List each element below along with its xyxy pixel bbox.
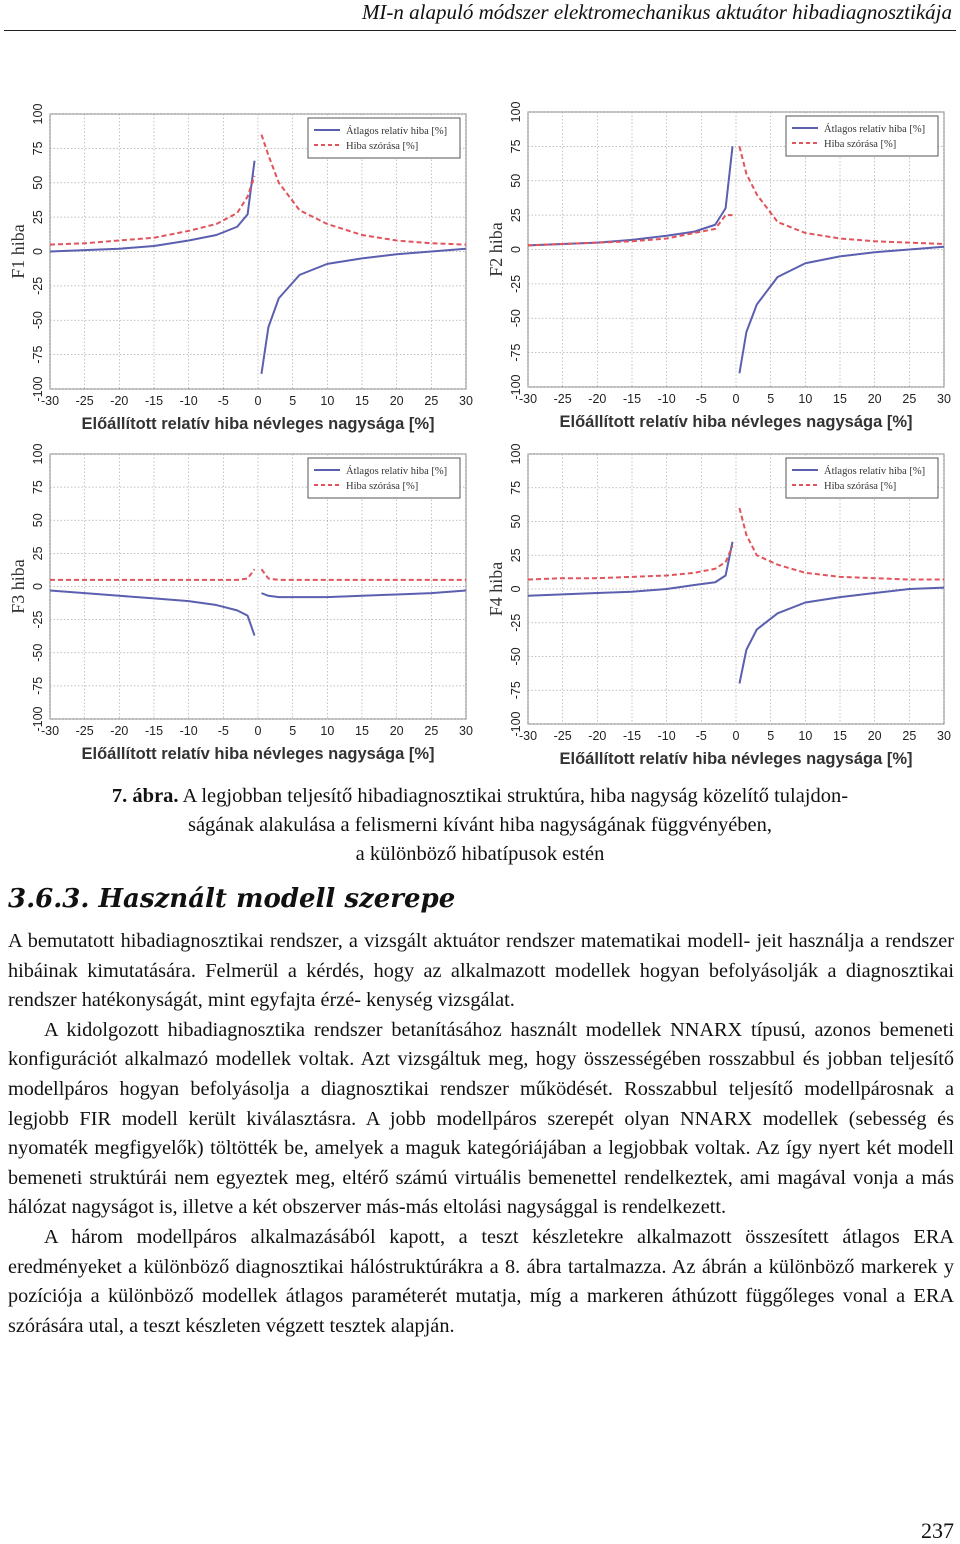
x-tick-label: 0 bbox=[732, 392, 740, 406]
legend-box bbox=[308, 118, 460, 158]
x-tick-label: -20 bbox=[588, 392, 607, 406]
x-tick-label: 0 bbox=[254, 724, 262, 738]
body-text bbox=[8, 927, 954, 1341]
header-rule bbox=[4, 30, 956, 31]
legend-entry: Átlagos relatív hiba [%] bbox=[346, 466, 448, 477]
x-tick-label: -25 bbox=[75, 394, 94, 408]
x-tick-label: 0 bbox=[254, 394, 262, 408]
y-tick-label: -50 bbox=[509, 647, 523, 666]
y-tick-label: 25 bbox=[31, 546, 45, 561]
x-axis-label: Előállított relatív hiba névleges nagysága [%] bbox=[81, 745, 435, 763]
legend-entry: Átlagos relatív hiba [%] bbox=[346, 126, 448, 137]
x-tick-label: -20 bbox=[110, 724, 129, 738]
x-tick-label: 5 bbox=[767, 392, 775, 406]
y-tick-label: 0 bbox=[509, 246, 523, 253]
x-tick-label: 25 bbox=[424, 724, 439, 738]
x-tick-label: -30 bbox=[518, 729, 538, 743]
y-tick-label: 75 bbox=[509, 139, 523, 154]
x-tick-label: -10 bbox=[657, 392, 676, 406]
y-tick-label: 100 bbox=[509, 101, 523, 123]
x-tick-label: -25 bbox=[553, 392, 572, 406]
x-axis-label: Előállított relatív hiba névleges nagysága [%] bbox=[559, 413, 913, 431]
chart-f4 bbox=[478, 440, 956, 780]
y-tick-label: 100 bbox=[31, 443, 45, 465]
figure-caption bbox=[0, 782, 960, 869]
chart-f1 bbox=[0, 100, 478, 445]
y-tick-label: 0 bbox=[509, 585, 523, 593]
x-tick-label: 10 bbox=[798, 392, 813, 406]
y-tick-label: 25 bbox=[509, 548, 523, 563]
x-tick-label: -5 bbox=[695, 392, 707, 406]
y-tick-label: -25 bbox=[31, 276, 45, 295]
x-tick-label: 20 bbox=[389, 724, 404, 738]
x-tick-label: -20 bbox=[110, 394, 129, 408]
legend-entry: Átlagos relatív hiba [%] bbox=[824, 466, 926, 477]
x-tick-label: -10 bbox=[179, 394, 198, 408]
legend-entry: Hiba szórása [%] bbox=[346, 481, 419, 492]
y-tick-label: -50 bbox=[31, 643, 45, 662]
y-tick-label: 50 bbox=[31, 513, 45, 528]
caption-label: 7. ábra. bbox=[111, 785, 179, 807]
y-tick-label: 50 bbox=[509, 173, 523, 188]
x-tick-label: -5 bbox=[695, 729, 707, 743]
y-tick-label: 75 bbox=[509, 480, 523, 495]
x-tick-label: 20 bbox=[867, 392, 882, 406]
y-tick-label: 50 bbox=[31, 175, 45, 190]
x-tick-label: 10 bbox=[798, 729, 813, 743]
y-axis-label: F1 hiba bbox=[8, 224, 28, 279]
x-tick-label: -5 bbox=[217, 724, 229, 738]
legend-entry: Átlagos relatív hiba [%] bbox=[824, 124, 926, 135]
legend-box bbox=[308, 458, 460, 498]
y-tick-label: -25 bbox=[509, 613, 523, 632]
chart-f3 bbox=[0, 440, 478, 775]
legend-box bbox=[786, 116, 938, 156]
x-tick-label: 15 bbox=[833, 729, 847, 743]
y-tick-label: -100 bbox=[509, 374, 523, 400]
y-tick-label: 0 bbox=[31, 583, 45, 590]
x-tick-label: -10 bbox=[179, 724, 198, 738]
y-tick-label: -100 bbox=[31, 706, 45, 732]
x-tick-label: 10 bbox=[320, 724, 335, 738]
x-tick-label: 15 bbox=[833, 392, 847, 406]
page-header bbox=[0, 0, 960, 30]
caption-line-2: ságának alakulása a felismerni kívánt hiba nagyságának függvényében, bbox=[187, 814, 773, 836]
y-axis-label: F3 hiba bbox=[8, 559, 28, 614]
x-tick-label: -15 bbox=[622, 729, 642, 743]
y-axis-label: F2 hiba bbox=[486, 222, 506, 277]
x-tick-label: -10 bbox=[657, 729, 676, 743]
x-tick-label: 30 bbox=[459, 724, 473, 738]
y-tick-label: 100 bbox=[31, 103, 45, 125]
running-title: MI-n alapuló módszer elektromechanikus aktuátor hibadiagnosztikája bbox=[361, 0, 952, 24]
chart-f2 bbox=[478, 98, 956, 443]
x-tick-label: -25 bbox=[553, 729, 572, 743]
x-tick-label: 15 bbox=[355, 394, 369, 408]
y-tick-label: -100 bbox=[509, 711, 523, 737]
x-tick-label: -15 bbox=[144, 724, 164, 738]
y-tick-label: -50 bbox=[509, 309, 523, 328]
y-tick-label: 75 bbox=[31, 480, 45, 495]
section-heading: 3.6.3. Használt modell szerepe bbox=[8, 884, 456, 914]
x-tick-label: 30 bbox=[937, 392, 951, 406]
y-tick-label: 100 bbox=[509, 443, 523, 465]
x-tick-label: -15 bbox=[144, 394, 164, 408]
x-tick-label: 5 bbox=[289, 724, 297, 738]
y-tick-label: -25 bbox=[509, 274, 523, 293]
caption-line-3: a különböző hibatípusok estén bbox=[355, 843, 605, 865]
x-tick-label: -15 bbox=[622, 392, 642, 406]
x-tick-label: 20 bbox=[867, 729, 882, 743]
x-tick-label: -30 bbox=[40, 394, 60, 408]
x-tick-label: 25 bbox=[902, 729, 917, 743]
x-tick-label: 15 bbox=[355, 724, 369, 738]
y-tick-label: 0 bbox=[31, 248, 45, 255]
paragraph-2: A kidolgozott hibadiagnosztika rendszer betanításához használt modellek NNARX típusú, azonos bemeneti konfigurációt alkalmazó modellek voltak. Azt vizsgáltuk meg, hogy összességében rosszabbul és jobban teljesítő modellpáros hogyan befolyásolja a diagnosztikai rendszer működését. Rosszabbul teljesítő modellpárosnak a legjobb FIR modell került kiválasztásra. A jobb modellpáros szerepét olyan NNARX modellek (sebesség és nyomaték megfigyelők) töltötték be, amelyek a maguk kategóriájában a legjobbak voltak. Az így nyert két modell bemeneti struktúrái nem egyeztek meg, eltérő számú virtuális bemenettel rendelkeztek, ami magával vonja a más hálózat nagyságot is, illetve a két obszerver más-más eltolási nagysággal is rendelkezett. bbox=[8, 1018, 954, 1219]
y-tick-label: -75 bbox=[31, 676, 45, 695]
y-axis-label: F4 hiba bbox=[486, 561, 506, 617]
x-tick-label: 25 bbox=[424, 394, 439, 408]
y-tick-label: -75 bbox=[509, 681, 523, 700]
x-tick-label: -30 bbox=[518, 392, 538, 406]
x-axis-label: Előállított relatív hiba névleges nagysága [%] bbox=[559, 750, 913, 768]
y-tick-label: 75 bbox=[31, 141, 45, 156]
paragraph-1: A bemutatott hibadiagnosztikai rendszer, a vizsgált aktuátor rendszer matematikai modell- jeit használja a rendszer hibáinak kimutatására. Felmerül a kérdés, hogy az alkalmazott modellek hogyan befolyásolják a diagnosztikai rendszer hatékonyságát, mint egyfajta érzé- kenység vizsgálat. bbox=[8, 930, 954, 1012]
x-tick-label: 10 bbox=[320, 394, 335, 408]
paragraph-3: A három modellpáros alkalmazásából kapott, a teszt készletekre alkalmazott összesített átlagos ERA eredményeket a különböző diagnosztikai hálóstruktúrákra a 8. ábra tartalmazza. Az ábrán a különböző markerek y pozíciója a különböző modellek átlagos paraméterét mutatja, míg a markeren áthúzott függőleges vonal a ERA szórására utal, a teszt készleten végzett tesztek alapján. bbox=[8, 1225, 954, 1337]
x-tick-label: 30 bbox=[459, 394, 473, 408]
x-tick-label: 0 bbox=[732, 729, 740, 743]
y-tick-label: -75 bbox=[31, 345, 45, 364]
x-tick-label: 5 bbox=[767, 729, 775, 743]
x-tick-label: 30 bbox=[937, 729, 951, 743]
legend-entry: Hiba szórása [%] bbox=[346, 141, 419, 152]
x-tick-label: -25 bbox=[75, 724, 94, 738]
x-tick-label: -5 bbox=[217, 394, 229, 408]
x-tick-label: 5 bbox=[289, 394, 297, 408]
x-axis-label: Előállított relatív hiba névleges nagysága [%] bbox=[81, 415, 435, 433]
x-tick-label: 20 bbox=[389, 394, 404, 408]
x-tick-label: 25 bbox=[902, 392, 917, 406]
y-tick-label: -25 bbox=[31, 610, 45, 629]
y-tick-label: -50 bbox=[31, 311, 45, 330]
y-tick-label: 25 bbox=[31, 210, 45, 225]
caption-line-1: A legjobban teljesítő hibadiagnosztikai struktúra, hiba nagyság közelítő tulajdon- bbox=[182, 785, 849, 807]
y-tick-label: -100 bbox=[31, 376, 45, 402]
page-number: 237 bbox=[921, 1518, 954, 1543]
y-tick-label: -75 bbox=[509, 343, 523, 362]
x-tick-label: -20 bbox=[588, 729, 607, 743]
y-tick-label: 50 bbox=[509, 514, 523, 529]
x-tick-label: -30 bbox=[40, 724, 60, 738]
legend-entry: Hiba szórása [%] bbox=[824, 481, 897, 492]
y-tick-label: 25 bbox=[509, 208, 523, 223]
legend-box bbox=[786, 458, 938, 498]
legend-entry: Hiba szórása [%] bbox=[824, 139, 897, 150]
